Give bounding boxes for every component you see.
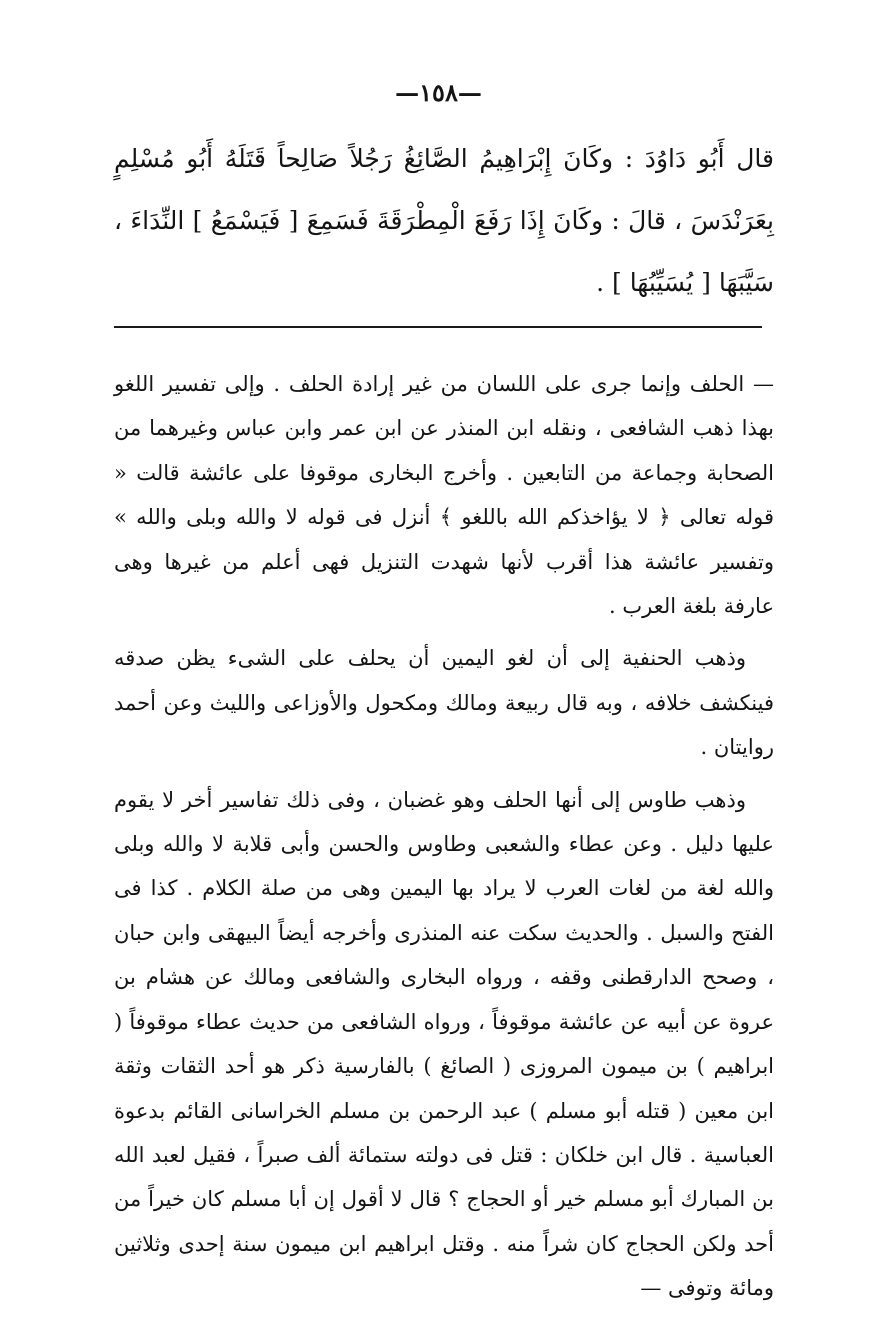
footnote-divider: [114, 326, 762, 328]
hadith-paragraph: قال أَبُو دَاوُدَ : وكَانَ إِبْرَاهِيمُ الصَّائِغُ رَجُلاً صَالِحاً قَتَلَهُ أَبُو مُسْلِمٍ بِعَرَنْدَسَ ، قالَ : وكَانَ إِذَا رَفَعَ الْمِطْرَقَةَ فَسَمِعَ [ فَيَسْمَعُ ] النِّدَاءَ ، سَيَّبَهَا [ يُسَيِّبُهَا ] .: [114, 144, 774, 297]
hadith-main-text: [114, 128, 774, 314]
footnote-paragraph-2: وذهب الحنفية إلى أن لغو اليمين أن يحلف على الشىء يظن صدقه فينكشف خلافه ، وبه قال ربيعة ومالك ومكحول والأوزاعى والليث وعن أحمد روايتان .: [114, 646, 774, 760]
footnotes-section: [114, 362, 774, 1311]
footnote-paragraph-3: وذهب طاوس إلى أنها الحلف وهو غضبان ، وفى ذلك تفاسير أخر لا يقوم عليها دليل . وعن عطاء والشعبى وطاوس والحسن وأبى قلابة لا والله وبلى والله لغة من لغات العرب لا يراد بها اليمين وهى من صلة الكلام . كذا فى الفتح والسبل . والحديث سكت عنه المنذرى وأخرجه أيضاً البيهقى وابن حبان ، وصحح الدارقطنى وقفه ، ورواه البخارى والشافعى ومالك عن هشام بن عروة عن أبيه عن عائشة موقوفاً ، ورواه الشافعى من حديث عطاء موقوفاً ( ابراهيم ) بن ميمون المروزى ( الصائغ ) بالفارسية ذكر هو أحد الثقات وثقة ابن معين ( قتله أبو مسلم ) عبد الرحمن بن مسلم الخراسانى القائم بدعوة العباسية . قال ابن خلكان : قتل فى دولته ستمائة ألف صبراً ، فقيل لعبد الله بن المبارك أبو مسلم خير أو الحجاج ؟ قال لا أقول إن أبا مسلم كان خيراً من أحد ولكن الحجاج كان شراً منه . وقتل ابراهيم ابن ميمون سنة إحدى وثلاثين ومائة وتوفى —: [114, 787, 774, 1301]
page-number: —١٥٨—: [395, 78, 482, 107]
footnote-paragraph-1: — الحلف وإنما جرى على اللسان من غير إرادة الحلف . وإلى تفسير اللغو بهذا ذهب الشافعى ، ونقله ابن المنذر عن ابن عمر وابن عباس وغيرهما من الصحابة وجماعة من التابعين . وأخرج البخارى موقوفا على عائشة قالت « قوله تعالى ﴿ لا يؤاخذكم الله باللغو ﴾ أنزل فى قوله لا والله وبلى والله » وتفسير عائشة هذا أقرب لأنها شهدت التنزيل فهى أعلم من غيرها وهى عارفة بلغة العرب .: [114, 372, 774, 619]
